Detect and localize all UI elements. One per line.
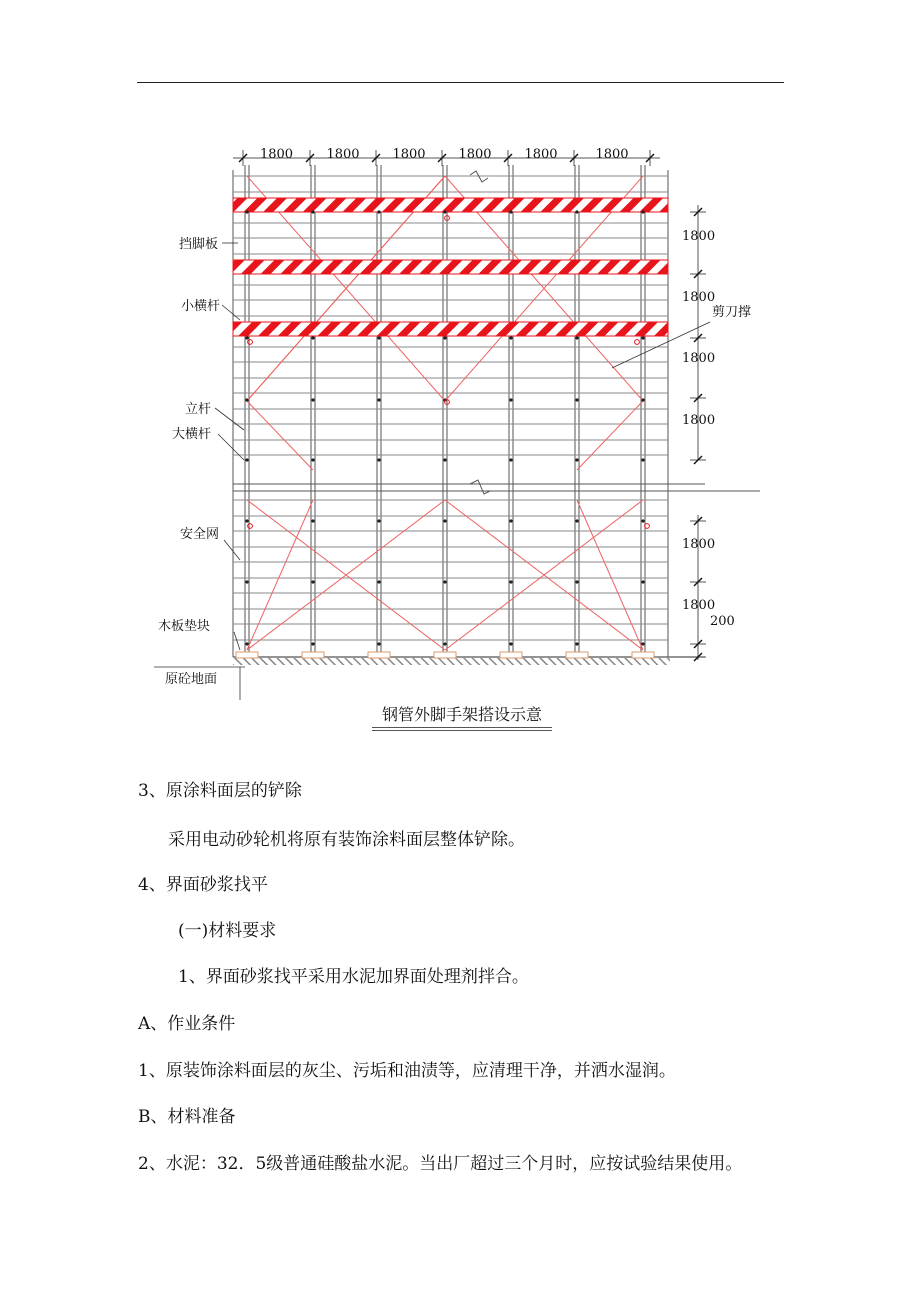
text-clean-surface: 1、原装饰涂料面层的灰尘、污垢和油渍等，应清理干净，并洒水湿润。 xyxy=(138,1061,676,1081)
joint-node xyxy=(377,336,380,339)
joint-node xyxy=(575,458,578,461)
joint-node xyxy=(311,336,314,339)
joint-node xyxy=(575,580,578,583)
joint-node xyxy=(443,580,446,583)
joint-node xyxy=(641,458,644,461)
scissor-brace-label: 剪刀撑 xyxy=(712,305,752,320)
toe-board-stripe xyxy=(233,260,668,274)
scissor-brace-line xyxy=(247,401,313,470)
toe-board-stripe xyxy=(233,322,668,336)
wood-pad xyxy=(566,652,588,658)
joint-node xyxy=(443,458,446,461)
joint-node xyxy=(245,642,248,645)
caption-underline-2 xyxy=(372,730,552,731)
joint-node xyxy=(443,642,446,645)
text-removal-method: 采用电动砂轮机将原有装饰涂料面层整体铲除。 xyxy=(168,830,525,850)
top-dimension-label: 1800 xyxy=(326,147,360,162)
leader-line xyxy=(222,305,240,320)
joint-node xyxy=(641,642,644,645)
top-dimension-label: 1800 xyxy=(259,147,294,162)
figure-caption: 钢管外脚手架搭设示意 xyxy=(381,705,542,724)
right-dimension-label: 1800 xyxy=(682,229,716,244)
joint-node xyxy=(245,210,248,213)
right-dimension-label: 1800 xyxy=(682,351,716,366)
top-dimension-label: 1800 xyxy=(524,147,558,162)
anchor-node xyxy=(248,340,253,345)
heading-coating-removal: 3、原涂料面层的铲除 xyxy=(138,781,302,801)
joint-node xyxy=(509,580,512,583)
joint-node xyxy=(311,210,314,213)
right-dimension-label: 1800 xyxy=(682,537,716,552)
top-dimension-label: 1800 xyxy=(595,147,629,162)
caption-underline xyxy=(372,727,552,728)
joint-node xyxy=(443,210,446,213)
joint-node xyxy=(509,398,512,401)
joint-node xyxy=(245,580,248,583)
joint-node xyxy=(509,458,512,461)
anchor-node xyxy=(635,340,640,345)
joint-node xyxy=(443,519,446,522)
joint-node xyxy=(245,458,248,461)
joint-node xyxy=(311,458,314,461)
joint-node xyxy=(641,519,644,522)
upright-label: 立杆 xyxy=(185,402,212,417)
joint-node xyxy=(377,398,380,401)
scissor-brace-line xyxy=(247,500,313,650)
wood-pad xyxy=(302,652,324,658)
leader-line xyxy=(224,540,240,560)
joint-node xyxy=(245,336,248,339)
right-dimension-label: 200 xyxy=(710,614,735,629)
leader-line xyxy=(218,434,244,460)
joint-node xyxy=(377,580,380,583)
joint-node xyxy=(311,642,314,645)
joint-node xyxy=(245,519,248,522)
top-dimension-label: 1800 xyxy=(392,147,426,162)
scissor-brace-line xyxy=(577,500,643,650)
figure-caption-block xyxy=(372,702,552,725)
joint-node xyxy=(245,398,248,401)
joint-node xyxy=(377,210,380,213)
joint-node xyxy=(575,519,578,522)
small-crossbar-label: 小横杆 xyxy=(181,299,221,314)
wood-pad xyxy=(500,652,522,658)
joint-node xyxy=(377,642,380,645)
leader-line xyxy=(215,408,244,430)
ground-label: 原砼地面 xyxy=(165,672,218,687)
joint-node xyxy=(509,210,512,213)
joint-node xyxy=(377,458,380,461)
joint-node xyxy=(311,398,314,401)
safety-net-label: 安全网 xyxy=(180,527,220,542)
joint-node xyxy=(509,519,512,522)
joint-node xyxy=(575,210,578,213)
break-symbol xyxy=(470,480,490,494)
wood-pad xyxy=(632,652,654,658)
heading-work-conditions: A、作业条件 xyxy=(138,1014,236,1034)
top-dimension-label: 1800 xyxy=(458,147,492,162)
joint-node xyxy=(311,580,314,583)
joint-node xyxy=(575,398,578,401)
text-cement-spec: 2、水泥：32．5级普通硅酸盐水泥。当出厂超过三个月时，应按试验结果使用。 xyxy=(138,1154,743,1174)
ground-hatch xyxy=(233,658,670,665)
joint-node xyxy=(311,519,314,522)
text-material-mix: 1、界面砂浆找平采用水泥加界面处理剂拌合。 xyxy=(178,967,529,987)
joint-node xyxy=(509,336,512,339)
anchor-node xyxy=(248,524,253,529)
joint-node xyxy=(641,336,644,339)
joint-node xyxy=(509,642,512,645)
wood-pad xyxy=(236,652,258,658)
toe-board-stripe xyxy=(233,198,668,212)
wood-pad xyxy=(434,652,456,658)
heading-material-requirements: (一)材料要求 xyxy=(178,921,277,941)
wood-pad xyxy=(368,652,390,658)
joint-node xyxy=(377,519,380,522)
wood-pad-label: 木板垫块 xyxy=(158,619,211,634)
heading-material-preparation: B、材料准备 xyxy=(138,1107,236,1127)
joint-node xyxy=(641,398,644,401)
leader-line xyxy=(234,632,240,650)
right-dimension-label: 1800 xyxy=(682,598,716,613)
right-dimension-label: 1800 xyxy=(682,413,716,428)
large-crossbar-label: 大横杆 xyxy=(172,427,212,442)
heading-interface-mortar: 4、界面砂浆找平 xyxy=(138,875,268,895)
joint-node xyxy=(575,642,578,645)
scissor-brace-line xyxy=(577,401,643,470)
joint-node xyxy=(575,336,578,339)
joint-node xyxy=(443,336,446,339)
toe-board-label: 挡脚板 xyxy=(179,237,219,252)
joint-node xyxy=(641,580,644,583)
right-dimension-label: 1800 xyxy=(682,290,716,305)
joint-node xyxy=(641,210,644,213)
